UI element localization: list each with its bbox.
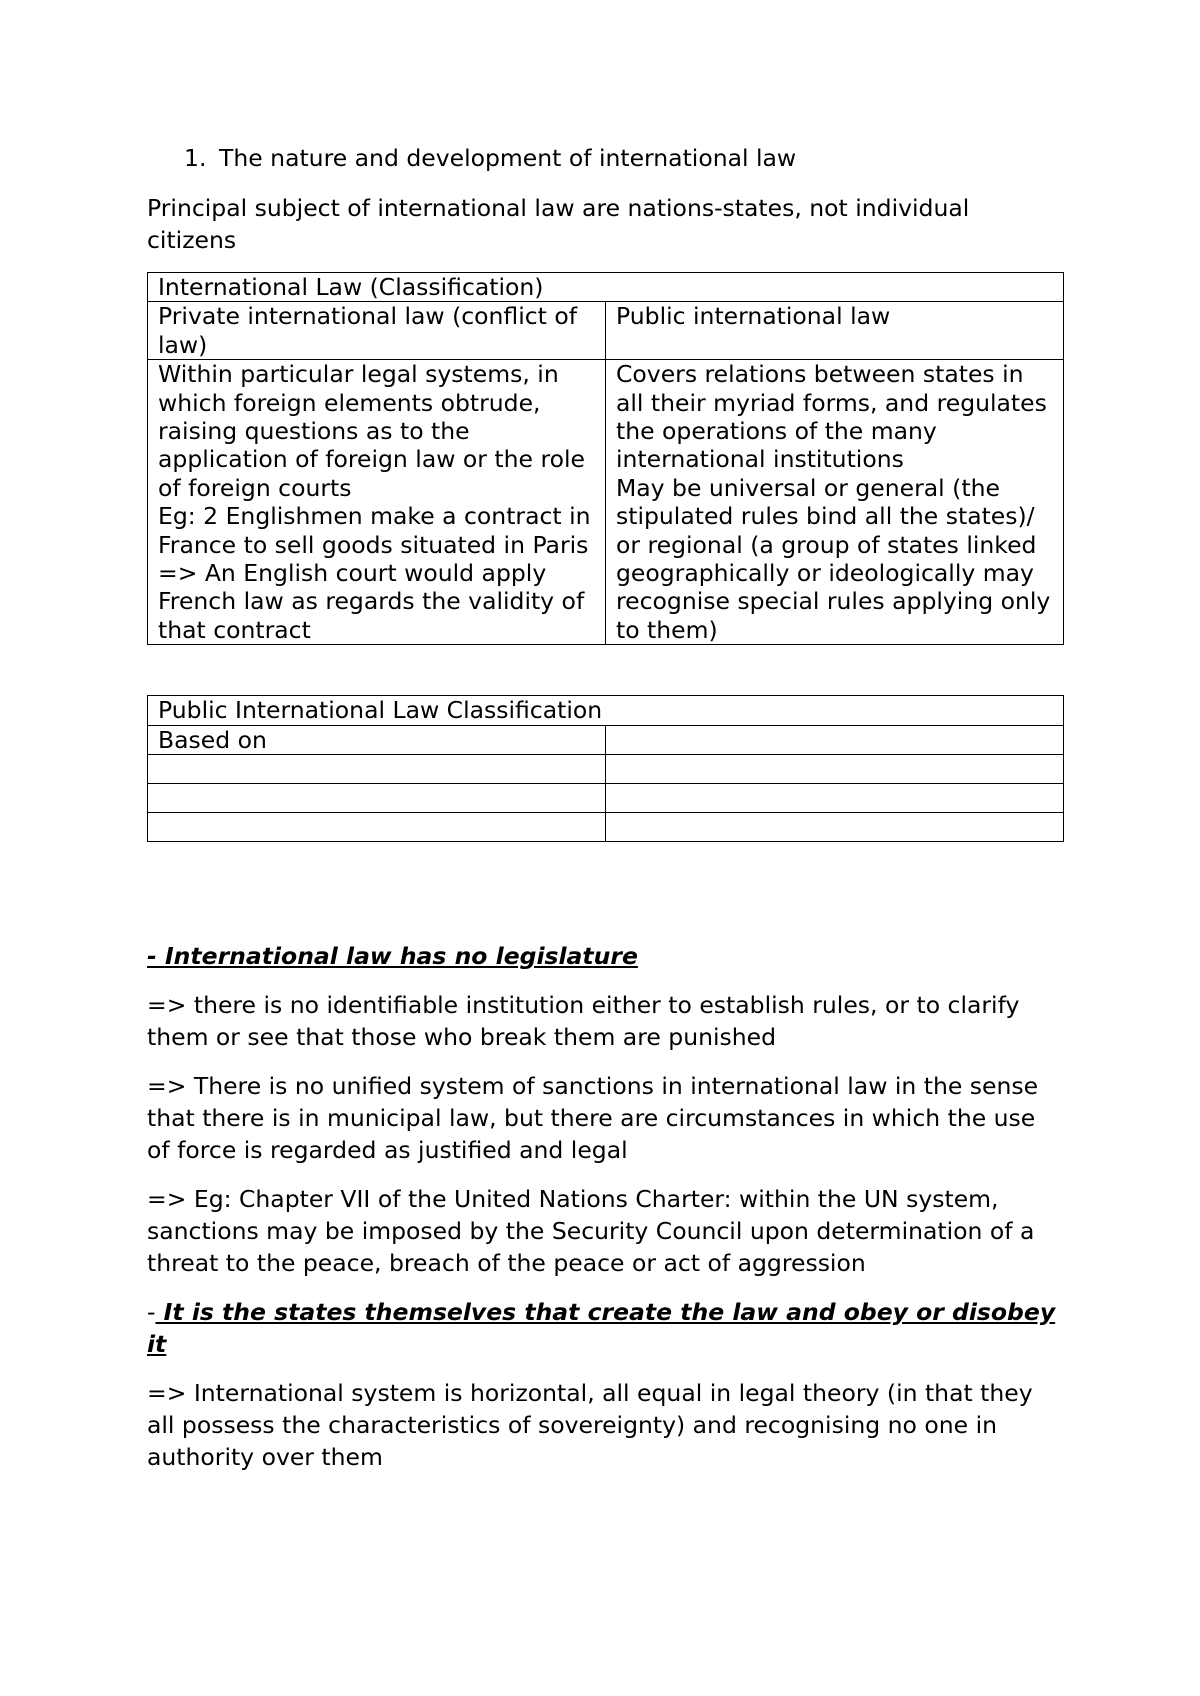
section-title-legislature [147,940,1063,972]
private-law-header: Private international law (conflict of law) [148,302,606,360]
document-content [147,142,1063,1490]
section-prefix: - [147,1298,156,1327]
heading-number: 1. [184,144,207,172]
classification-table-title: International Law (Classification) [148,273,1064,302]
public-law-line: Covers relations between states in all their myriad forms, and regulates the operations of the many international institutions [616,360,1047,474]
empty-cell [148,755,606,784]
empty-cell [606,784,1064,813]
section-heading [147,142,1063,174]
section-prefix: - [147,942,165,971]
empty-cell [606,813,1064,842]
legislature-point: => There is no unified system of sanctions in international law in the sense that there is in municipal law, but there are circumstances in which the use of force is regarded as justified and legal [147,1072,1039,1165]
spacer [147,842,1063,940]
public-law-line: May be universal or general (the stipulated rules bind all the states)/ or regional (a group of states linked geographically or ideologically may recognise special rules applying only to them) [616,473,1051,644]
empty-cell [606,725,1064,754]
public-law-header: Public international law [606,302,1064,360]
classification-table [147,272,1064,645]
public-classification-table [147,695,1064,842]
heading-text: The nature and development of international law [219,144,797,172]
public-law-description [606,360,1064,645]
private-law-line: => An English court would apply French law as regards the validity of that contract [158,559,585,644]
based-on-cell: Based on [148,725,606,754]
public-classification-title: Public International Law Classification [148,696,1064,725]
empty-cell [148,813,606,842]
section-title-states [147,1296,1063,1360]
private-law-line: Eg: 2 Englishmen make a contract in France to sell goods situated in Paris [158,502,591,559]
legislature-point: => there is no identifiable institution either to establish rules, or to clarify them or see that those who break them are punished [147,991,1020,1052]
empty-cell [148,784,606,813]
states-point: => International system is horizontal, all equal in legal theory (in that they all possess the characteristics of sovereignty) and recognising no one in authority over them [147,1379,1033,1472]
legislature-point: => Eg: Chapter VII of the United Nations Charter: within the UN system, sanctions may be imposed by the Security Council upon determination of a threat to the peace, breach of the peace or act of aggression [147,1185,1035,1278]
section-title-text: International law has no legislature [164,942,638,971]
private-law-line: Within particular legal systems, in which foreign elements obtrude, raising questions as to the application of foreign law or the role of foreign courts [158,360,585,502]
intro-paragraph: Principal subject of international law are nations-states, not individual citizens [147,194,970,254]
section-title-text: It is the states themselves that create the law and obey or disobey it [147,1298,1056,1359]
private-law-description [148,360,606,645]
empty-cell [606,755,1064,784]
